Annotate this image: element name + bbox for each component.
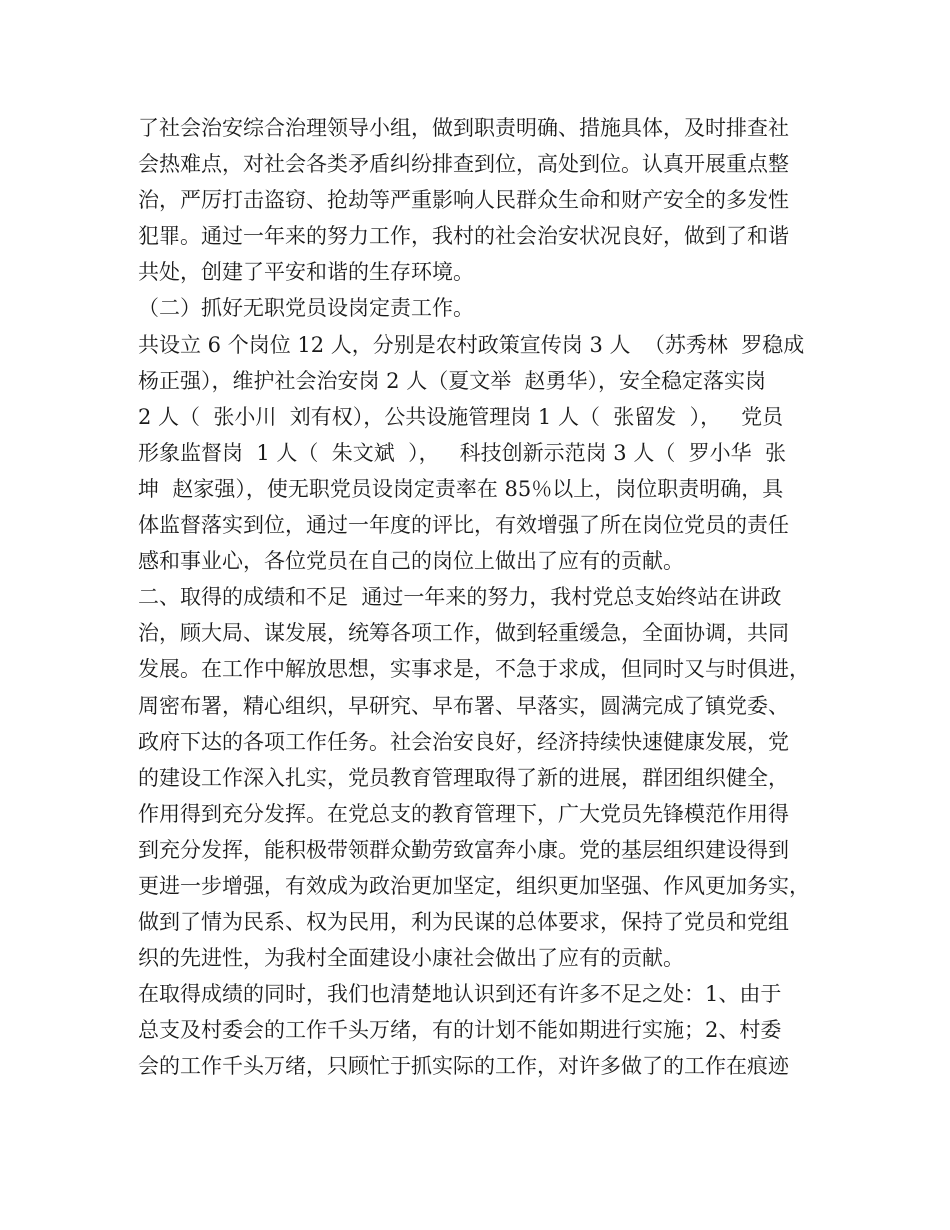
text-line: 2 人（ 张小川 刘有权），公共设施管理岗 1 人（ 张留发 ）， 党员: [138, 404, 784, 429]
text-line: 坤 赵家强），使无职党员设岗定责率在 85％以上，岗位职责明确，具: [138, 476, 784, 501]
text-line: 的建设工作深入扎实，党员教育管理取得了新的进展，群团组织健全，: [138, 765, 789, 790]
text-line: 治，严厉打击盗窃、抢劫等严重影响人民群众生命和财产安全的多发性: [138, 188, 789, 213]
text-line: 做到了情为民系、权为民用，利为民谋的总体要求，保持了党员和党组: [138, 910, 789, 935]
text-line: 作用得到充分发挥。在党总支的教育管理下，广大党员先锋模范作用得: [138, 801, 789, 826]
text-line: 了社会治安综合治理领导小组，做到职责明确、措施具体，及时排查社: [138, 116, 789, 140]
text-line: 治，顾大局、谋发展，统筹各项工作，做到轻重缓急，全面协调，共同: [138, 621, 789, 646]
text-line: 在取得成绩的同时，我们也清楚地认识到还有许多不足之处：1、由于: [138, 982, 782, 1007]
text-line: 到充分发挥，能积极带领群众勤劳致富奔小康。党的基层组织建设得到: [138, 837, 789, 862]
text-line: 会热难点，对社会各类矛盾纠纷排查到位，高处到位。认真开展重点整: [138, 152, 789, 177]
text-line: 总支及村委会的工作千头万绪，有的计划不能如期进行实施；2、村委: [138, 1018, 782, 1043]
section-heading: （二）抓好无职党员设岗定责工作。: [138, 296, 474, 321]
text-line: 共设立 6 个岗位 12 人，分别是农村政策宣传岗 3 人 （苏秀林 罗稳成: [138, 332, 805, 357]
text-line: 周密布署，精心组织，早研究、早布署、早落实，圆满完成了镇党委、: [138, 693, 789, 718]
text-line: 杨正强），维护社会治安岗 2 人（夏文举 赵勇华），安全稳定落实岗: [138, 368, 767, 393]
body-text: [138, 110, 818, 1085]
text-line: 形象监督岗 1 人（ 朱文斌 ）， 科技创新示范岗 3 人（ 罗小华 张: [138, 440, 787, 465]
text-line: 体监督落实到位，通过一年度的评比，有效增强了所在岗位党员的责任: [138, 513, 789, 538]
text-line: 织的先进性，为我村全面建设小康社会做出了应有的贡献。: [138, 946, 684, 971]
text-line: 政府下达的各项工作任务。社会治安良好，经济持续快速健康发展，党: [138, 729, 789, 754]
text-line: 共处，创建了平安和谐的生存环境。: [138, 260, 474, 285]
text-line: 发展。在工作中解放思想，实事求是，不急于求成，但同时又与时俱进，: [138, 657, 810, 682]
text-line: 犯罪。通过一年来的努力工作，我村的社会治安状况良好，做到了和谐: [138, 224, 789, 249]
text-line: 会的工作千头万绪，只顾忙于抓实际的工作，对许多做了的工作在痕迹: [138, 1054, 789, 1079]
text-line: 感和事业心，各位党员在自己的岗位上做出了应有的贡献。: [138, 549, 684, 574]
section-heading: 二、取得的成绩和不足 通过一年来的努力，我村党总支始终站在讲政: [138, 585, 782, 610]
text-line: 更进一步增强，有效成为政治更加坚定，组织更加坚强、作风更加务实，: [138, 873, 810, 898]
